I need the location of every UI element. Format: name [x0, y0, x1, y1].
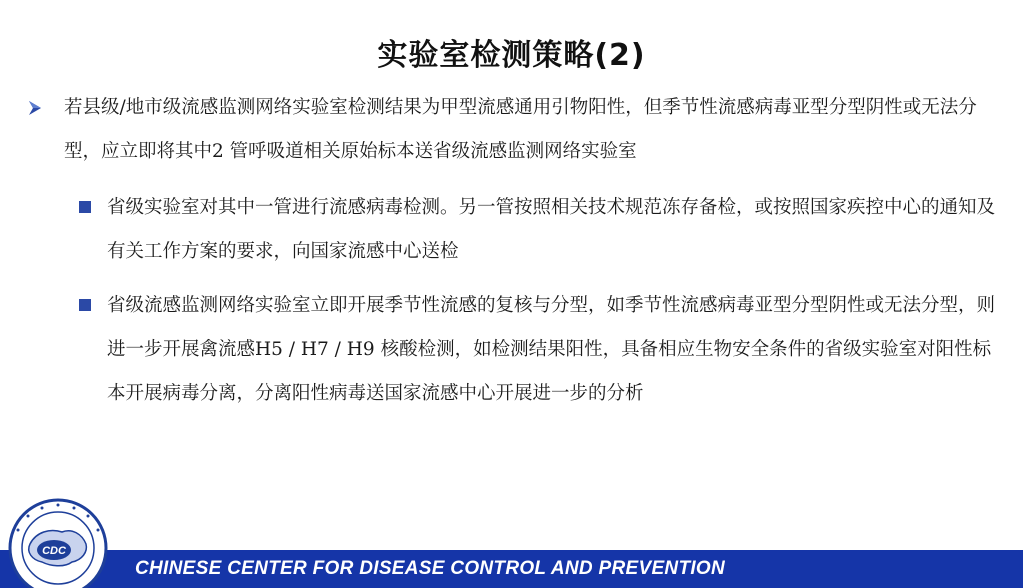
cdc-logo-icon	[2, 492, 118, 588]
square-bullet-icon	[79, 201, 91, 213]
arrow-bullet-icon	[28, 100, 42, 116]
logo-text: CDC	[42, 545, 66, 557]
bullet-level2-text: 省级实验室对其中一管进行流感病毒检测。另一管按照相关技术规范冻存备检，或按照国家疾控中心的通知及有关工作方案的要求，向国家流感中心送检	[107, 197, 996, 262]
bullet-level2-text: 省级流感监测网络实验室立即开展季节性流感的复核与分型，如季节性流感病毒亚型分型阴性或无法分型，则进一步开展禽流感H5 / H7 / H9 核酸检测，如检测结果阳性，具备相应生物安全条件的省级实验室对阳性标本开展病毒分离，分离阳性病毒送国家流感中心开展进一步的分析	[107, 295, 996, 404]
slide-title: 实验室检测策略(2)	[377, 38, 646, 73]
square-bullet-icon	[79, 299, 91, 311]
footer-org-name: CHINESE CENTER FOR DISEASE CONTROL AND PREVENTION	[135, 558, 726, 579]
bullet-level1-text: 若县级/地市级流感监测网络实验室检测结果为甲型流感通用引物阳性，但季节性流感病毒亚型分型阴性或无法分型，应立即将其中2 管呼吸道相关原始标本送省级流感监测网络实验室	[64, 97, 977, 162]
